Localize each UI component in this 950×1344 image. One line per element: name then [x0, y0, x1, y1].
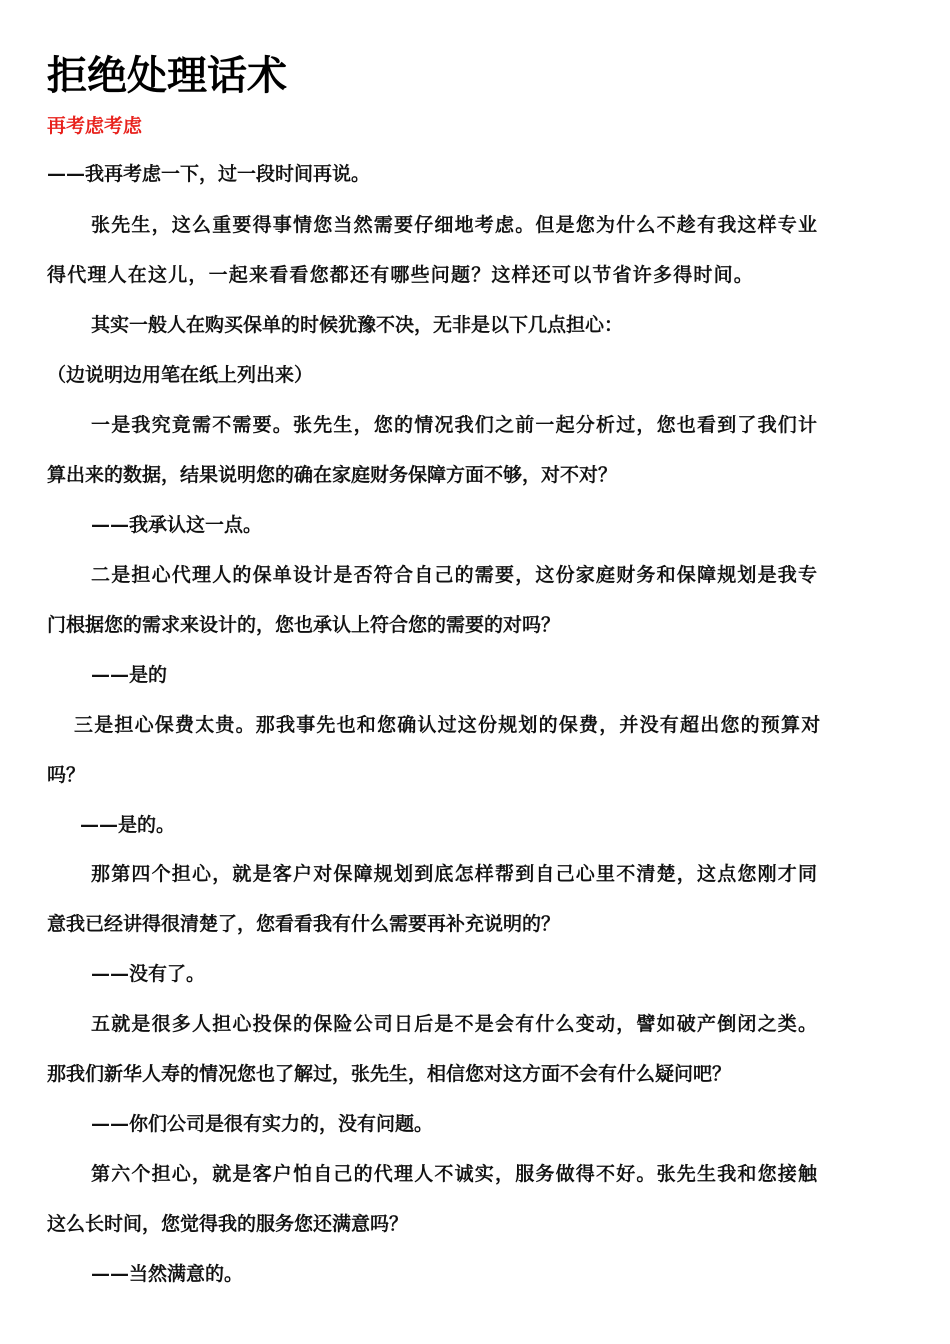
dialogue-line: ——我承认这一点。	[91, 514, 263, 536]
paragraph-line: 这么长时间，您觉得我的服务您还满意吗？	[47, 1213, 409, 1235]
paragraph-line: （边说明边用笔在纸上列出来）	[47, 364, 314, 386]
dialogue-line: ——你们公司是很有实力的，没有问题。	[91, 1113, 434, 1135]
paragraph-line: 五就是很多人担心投保的保险公司日后是不是会有什么变动，譬如破产倒闭之类。	[91, 1013, 819, 1035]
paragraph-line: 算出来的数据，结果说明您的确在家庭财务保障方面不够，对不对？	[47, 464, 618, 486]
paragraph-line: 其实一般人在购买保单的时候犹豫不决，无非是以下几点担心：	[91, 314, 624, 336]
dialogue-line: ——我再考虑一下，过一段时间再说。	[47, 163, 371, 185]
section-subtitle: 再考虑考虑	[47, 115, 143, 137]
dialogue-line: ——没有了。	[91, 963, 206, 985]
paragraph-line: 吗？	[47, 764, 86, 786]
paragraph-line: 二是担心代理人的保单设计是否符合自己的需要，这份家庭财务和保障规划是我专	[91, 564, 819, 586]
paragraph-line: 张先生，这么重要得事情您当然需要仔细地考虑。但是您为什么不趁有我这样专业	[91, 214, 819, 236]
paragraph-line: 三是担心保费太贵。那我事先也和您确认过这份规划的保费，并没有超出您的预算对	[74, 714, 822, 736]
paragraph-line: 那我们新华人寿的情况您也了解过，张先生，相信您对这方面不会有什么疑问吧？	[47, 1063, 732, 1085]
paragraph-line: 得代理人在这儿，一起来看看您都还有哪些问题？这样还可以节省许多得时间。	[47, 264, 755, 286]
paragraph-line: 第六个担心，就是客户怕自己的代理人不诚实，服务做得不好。张先生我和您接触	[91, 1163, 819, 1185]
paragraph-line: 那第四个担心，就是客户对保障规划到底怎样帮到自己心里不清楚，这点您刚才同	[91, 863, 819, 885]
paragraph-line: 意我已经讲得很清楚了，您看看我有什么需要再补充说明的？	[47, 913, 561, 935]
paragraph-line: 一是我究竟需不需要。张先生，您的情况我们之前一起分析过，您也看到了我们计	[91, 414, 819, 436]
dialogue-line: ——当然满意的。	[91, 1263, 244, 1285]
dialogue-line: ——是的。	[80, 814, 176, 836]
dialogue-line: ——是的	[91, 664, 168, 686]
paragraph-line: 门根据您的需求来设计的，您也承认上符合您的需要的对吗？	[47, 614, 561, 636]
page-title: 拒绝处理话术	[47, 53, 287, 99]
